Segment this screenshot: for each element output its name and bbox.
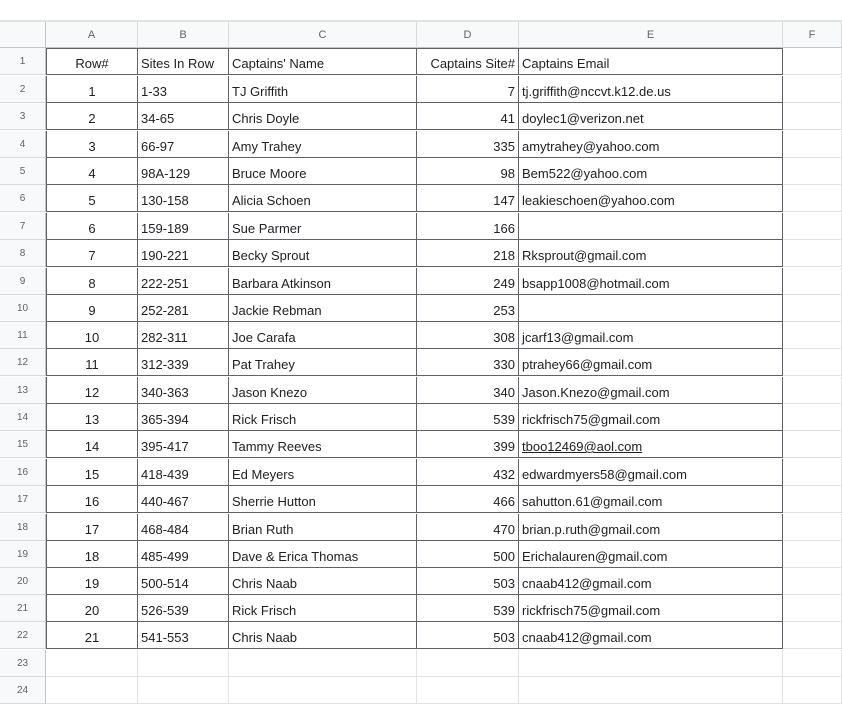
- cell-c15[interactable]: [229, 431, 417, 458]
- cell-c1[interactable]: [229, 48, 417, 75]
- cell-f15[interactable]: [783, 431, 842, 458]
- cell-b8[interactable]: [138, 240, 229, 267]
- cell-b24[interactable]: [138, 677, 229, 704]
- cell-text: 13: [84, 412, 100, 427]
- cell-text: 10: [84, 330, 100, 345]
- row-header-24[interactable]: 24: [0, 677, 46, 704]
- cell-d24[interactable]: [417, 677, 519, 704]
- cell-d2[interactable]: [417, 76, 519, 103]
- cell-text: 395-417: [141, 439, 189, 454]
- cell-d23[interactable]: [417, 650, 519, 677]
- cell-d4[interactable]: [417, 131, 519, 158]
- cell-text: 335: [493, 139, 515, 154]
- cell-text: 14: [84, 439, 100, 454]
- cell-text: 418-439: [141, 467, 189, 482]
- cell-text: 7: [88, 248, 96, 263]
- cell-f19[interactable]: [783, 541, 842, 568]
- cell-f12[interactable]: [783, 349, 842, 376]
- cell-text: Jackie Rebman: [232, 303, 322, 318]
- cell-a17[interactable]: [46, 486, 138, 513]
- cell-b18[interactable]: [138, 514, 229, 541]
- row-header-6[interactable]: 6: [0, 185, 46, 212]
- cell-text: 470: [493, 522, 515, 537]
- cell-text: Erichalauren@gmail.com: [522, 549, 668, 564]
- row-header-18[interactable]: 18: [0, 514, 46, 541]
- cell-c9[interactable]: [229, 268, 417, 295]
- cell-text: rickfrisch75@gmail.com: [522, 603, 661, 618]
- cell-c16[interactable]: [229, 459, 417, 486]
- cell-b13[interactable]: [138, 377, 229, 404]
- cell-d3[interactable]: [417, 103, 519, 130]
- row-header-9[interactable]: 9: [0, 268, 46, 295]
- cell-e15[interactable]: [519, 431, 783, 458]
- cell-text: Sites In Row: [141, 56, 214, 71]
- cell-text: 1: [88, 84, 96, 99]
- cell-f7[interactable]: [783, 213, 842, 240]
- cell-text: amytrahey@yahoo.com: [522, 139, 660, 154]
- row-header-7[interactable]: 7: [0, 213, 46, 240]
- cell-a8[interactable]: [46, 240, 138, 267]
- cell-b11[interactable]: [138, 322, 229, 349]
- cell-text: Tammy Reeves: [232, 439, 322, 454]
- cell-b17[interactable]: [138, 486, 229, 513]
- cell-text: TJ Griffith: [232, 84, 289, 99]
- cell-text: 6: [88, 221, 96, 236]
- cell-d7[interactable]: [417, 213, 519, 240]
- cell-a18[interactable]: [46, 514, 138, 541]
- cell-a24[interactable]: [46, 677, 138, 704]
- cell-text: 340-363: [141, 385, 189, 400]
- cell-d9[interactable]: [417, 268, 519, 295]
- cell-text: ptrahey66@gmail.com: [522, 357, 653, 372]
- cell-text: 312-339: [141, 357, 189, 372]
- cell-a9[interactable]: [46, 268, 138, 295]
- cell-b21[interactable]: [138, 595, 229, 622]
- cell-b12[interactable]: [138, 349, 229, 376]
- cell-text: Amy Trahey: [232, 139, 302, 154]
- cell-text: 21: [84, 630, 100, 645]
- cell-text: 432: [493, 467, 515, 482]
- cell-f24[interactable]: [783, 677, 842, 704]
- cell-text: Alicia Schoen: [232, 193, 311, 208]
- cell-d21[interactable]: [417, 595, 519, 622]
- column-header-c[interactable]: C: [229, 22, 417, 48]
- cell-f3[interactable]: [783, 103, 842, 130]
- cell-text: 503: [493, 630, 515, 645]
- row-header-1[interactable]: 1: [0, 48, 46, 75]
- cell-a3[interactable]: [46, 103, 138, 130]
- cell-c11[interactable]: [229, 322, 417, 349]
- cell-text: sahutton.61@gmail.com: [522, 494, 663, 509]
- cell-c13[interactable]: [229, 377, 417, 404]
- cell-a22[interactable]: [46, 622, 138, 649]
- cell-f16[interactable]: [783, 459, 842, 486]
- cell-text: 66-97: [141, 139, 175, 154]
- column-header-b[interactable]: B: [138, 22, 229, 48]
- cell-text: 282-311: [141, 330, 188, 345]
- cell-d5[interactable]: [417, 158, 519, 185]
- cell-d13[interactable]: [417, 377, 519, 404]
- cell-a11[interactable]: [46, 322, 138, 349]
- cell-e2[interactable]: [519, 76, 783, 103]
- row-header-11[interactable]: 11: [0, 322, 46, 349]
- cell-e19[interactable]: [519, 541, 783, 568]
- cell-a15[interactable]: [46, 431, 138, 458]
- cell-c17[interactable]: [229, 486, 417, 513]
- cell-text: 526-539: [141, 603, 189, 618]
- cell-b7[interactable]: [138, 213, 229, 240]
- cell-text: 440-467: [141, 494, 189, 509]
- cell-text: Ed Meyers: [232, 467, 295, 482]
- cell-text: 17: [84, 522, 100, 537]
- cell-text: 5: [88, 193, 96, 208]
- cell-text: Jason Knezo: [232, 385, 308, 400]
- cell-d17[interactable]: [417, 486, 519, 513]
- cell-text: 8: [88, 276, 96, 291]
- cell-b9[interactable]: [138, 268, 229, 295]
- cell-a1[interactable]: [46, 48, 138, 75]
- cell-text: 19: [84, 576, 100, 591]
- cell-e23[interactable]: [519, 650, 783, 677]
- cell-text: 1-33: [141, 84, 168, 99]
- cell-text: doylec1@verizon.net: [522, 111, 644, 126]
- cell-a21[interactable]: [46, 595, 138, 622]
- cell-e21[interactable]: [519, 595, 783, 622]
- cell-text: 330: [493, 357, 515, 372]
- cell-f10[interactable]: [783, 295, 842, 322]
- cell-text: 485-499: [141, 549, 189, 564]
- cell-text: 166: [493, 221, 515, 236]
- cell-text: Chris Naab: [232, 630, 298, 645]
- cell-f20[interactable]: [783, 568, 842, 595]
- cell-text: 500-514: [141, 576, 189, 591]
- row-header-12[interactable]: 12: [0, 349, 46, 376]
- cell-a14[interactable]: [46, 404, 138, 431]
- cell-d19[interactable]: [417, 541, 519, 568]
- cell-text: Joe Carafa: [232, 330, 296, 345]
- cell-text: 41: [500, 111, 515, 126]
- cell-b3[interactable]: [138, 103, 229, 130]
- cell-f23[interactable]: [783, 650, 842, 677]
- cell-text: jcarf13@gmail.com: [522, 330, 634, 345]
- cell-text: Bruce Moore: [232, 166, 307, 181]
- cell-text: 252-281: [141, 303, 189, 318]
- cell-e14[interactable]: [519, 404, 783, 431]
- cell-d14[interactable]: [417, 404, 519, 431]
- cell-a16[interactable]: [46, 459, 138, 486]
- cell-a4[interactable]: [46, 131, 138, 158]
- cell-text: 249: [493, 276, 515, 291]
- cell-text: 308: [493, 330, 515, 345]
- cell-d12[interactable]: [417, 349, 519, 376]
- cell-text: 147: [493, 193, 515, 208]
- cell-a7[interactable]: [46, 213, 138, 240]
- cell-text: Row#: [75, 56, 109, 71]
- cell-a12[interactable]: [46, 349, 138, 376]
- cell-d11[interactable]: [417, 322, 519, 349]
- row-header-20[interactable]: 20: [0, 568, 46, 595]
- cell-text: 503: [493, 576, 515, 591]
- cell-text: Chris Naab: [232, 576, 298, 591]
- cell-text: 399: [493, 439, 515, 454]
- cell-text: 190-221: [141, 248, 189, 263]
- cell-f14[interactable]: [783, 404, 842, 431]
- select-all-corner[interactable]: [0, 22, 46, 48]
- cell-b15[interactable]: [138, 431, 229, 458]
- cell-e12[interactable]: [519, 349, 783, 376]
- cell-text: 9: [88, 303, 96, 318]
- cell-text: 500: [493, 549, 515, 564]
- cell-e20[interactable]: [519, 568, 783, 595]
- cell-text: Dave & Erica Thomas: [232, 549, 359, 564]
- cell-a19[interactable]: [46, 541, 138, 568]
- cell-b10[interactable]: [138, 295, 229, 322]
- cell-b22[interactable]: [138, 622, 229, 649]
- cell-text: 15: [84, 467, 100, 482]
- cell-text: 466: [493, 494, 515, 509]
- cell-text: 130-158: [141, 193, 189, 208]
- cell-text: edwardmyers58@gmail.com: [522, 467, 687, 482]
- cell-e11[interactable]: [519, 322, 783, 349]
- cell-text: 539: [493, 412, 515, 427]
- cell-text: 253: [493, 303, 515, 318]
- cell-f5[interactable]: [783, 158, 842, 185]
- cell-c19[interactable]: [229, 541, 417, 568]
- cell-b2[interactable]: [138, 76, 229, 103]
- row-header-15[interactable]: 15: [0, 431, 46, 458]
- cell-b20[interactable]: [138, 568, 229, 595]
- cell-f13[interactable]: [783, 377, 842, 404]
- cell-text: brian.p.ruth@gmail.com: [522, 522, 661, 537]
- cell-text: 98: [500, 166, 515, 181]
- cell-text: 7: [507, 84, 515, 99]
- cell-text: 340: [493, 385, 515, 400]
- cell-d16[interactable]: [417, 459, 519, 486]
- cell-f11[interactable]: [783, 322, 842, 349]
- cell-text: 159-189: [141, 221, 189, 236]
- cell-c4[interactable]: [229, 131, 417, 158]
- cell-text: Sue Parmer: [232, 221, 302, 236]
- cell-f9[interactable]: [783, 268, 842, 295]
- cell-e6[interactable]: [519, 185, 783, 212]
- row-header-19[interactable]: 19: [0, 541, 46, 568]
- cell-text: Chris Doyle: [232, 111, 300, 126]
- cell-text: 3: [88, 139, 96, 154]
- cell-e4[interactable]: [519, 131, 783, 158]
- cell-b4[interactable]: [138, 131, 229, 158]
- cell-d18[interactable]: [417, 514, 519, 541]
- column-header-f[interactable]: F: [783, 22, 842, 48]
- cell-c6[interactable]: [229, 185, 417, 212]
- cell-text: cnaab412@gmail.com: [522, 630, 652, 645]
- cell-text: 16: [84, 494, 100, 509]
- cell-e1[interactable]: [519, 48, 783, 75]
- toolbar-area: [0, 0, 842, 20]
- row-header-3[interactable]: 3: [0, 103, 46, 130]
- cell-text: 20: [84, 603, 100, 618]
- cell-f6[interactable]: [783, 185, 842, 212]
- column-header-e[interactable]: E: [519, 22, 783, 48]
- cell-e5[interactable]: [519, 158, 783, 185]
- cell-text: Rick Frisch: [232, 603, 297, 618]
- cell-text: 2: [88, 111, 96, 126]
- cell-text: Captains Site#: [430, 56, 515, 71]
- row-header-14[interactable]: 14: [0, 404, 46, 431]
- cell-d10[interactable]: [417, 295, 519, 322]
- cell-e3[interactable]: [519, 103, 783, 130]
- cell-text: 18: [84, 549, 100, 564]
- cell-e16[interactable]: [519, 459, 783, 486]
- cell-text: Pat Trahey: [232, 357, 295, 372]
- row-header-16[interactable]: 16: [0, 459, 46, 486]
- cell-e24[interactable]: [519, 677, 783, 704]
- cell-text: 541-553: [141, 630, 189, 645]
- cell-text: 218: [493, 248, 515, 263]
- cell-text: Barbara Atkinson: [232, 276, 332, 291]
- cell-f4[interactable]: [783, 131, 842, 158]
- cell-text: Becky Sprout: [232, 248, 310, 263]
- cell-e10[interactable]: [519, 295, 783, 322]
- cell-f17[interactable]: [783, 486, 842, 513]
- cell-text: leakieschoen@yahoo.com: [522, 193, 675, 208]
- row-header-2[interactable]: 2: [0, 76, 46, 103]
- cell-f18[interactable]: [783, 514, 842, 541]
- cell-f22[interactable]: [783, 622, 842, 649]
- cell-text: Brian Ruth: [232, 522, 294, 537]
- cell-f1[interactable]: [783, 48, 842, 75]
- cell-c23[interactable]: [229, 650, 417, 677]
- cell-b14[interactable]: [138, 404, 229, 431]
- cell-text: Sherrie Hutton: [232, 494, 316, 509]
- cell-text: 34-65: [141, 111, 175, 126]
- cell-d15[interactable]: [417, 431, 519, 458]
- cell-d1[interactable]: [417, 48, 519, 75]
- cell-c24[interactable]: [229, 677, 417, 704]
- cell-a5[interactable]: [46, 158, 138, 185]
- cell-text: Jason.Knezo@gmail.com: [522, 385, 670, 400]
- row-header-5[interactable]: 5: [0, 158, 46, 185]
- cell-text: tj.griffith@nccvt.k12.de.us: [522, 84, 671, 99]
- cell-c5[interactable]: [229, 158, 417, 185]
- cell-e18[interactable]: [519, 514, 783, 541]
- cell-e17[interactable]: [519, 486, 783, 513]
- cell-text: 468-484: [141, 522, 189, 537]
- cell-d6[interactable]: [417, 185, 519, 212]
- cell-text: 11: [85, 357, 99, 372]
- cell-c14[interactable]: [229, 404, 417, 431]
- row-header-22[interactable]: 22: [0, 622, 46, 649]
- cell-text: Captains Email: [522, 56, 610, 71]
- column-header-a[interactable]: A: [46, 22, 138, 48]
- cell-text: Rksprout@gmail.com: [522, 248, 647, 263]
- cell-f8[interactable]: [783, 240, 842, 267]
- cell-b1[interactable]: [138, 48, 229, 75]
- cell-text: Captains' Name: [232, 56, 325, 71]
- cell-text: Bem522@yahoo.com: [522, 166, 648, 181]
- column-header-d[interactable]: D: [417, 22, 519, 48]
- cell-e8[interactable]: [519, 240, 783, 267]
- cell-a6[interactable]: [46, 185, 138, 212]
- cell-a2[interactable]: [46, 76, 138, 103]
- cell-e13[interactable]: [519, 377, 783, 404]
- cell-c12[interactable]: [229, 349, 417, 376]
- cell-text: 365-394: [141, 412, 189, 427]
- cell-a23[interactable]: [46, 650, 138, 677]
- row-header-23[interactable]: 23: [0, 650, 46, 677]
- cell-b5[interactable]: [138, 158, 229, 185]
- cell-text: 98A-129: [141, 166, 191, 181]
- cell-text: Rick Frisch: [232, 412, 297, 427]
- cell-c20[interactable]: [229, 568, 417, 595]
- cell-c10[interactable]: [229, 295, 417, 322]
- cell-text: 222-251: [141, 276, 189, 291]
- cell-e9[interactable]: [519, 268, 783, 295]
- row-header-17[interactable]: 17: [0, 486, 46, 513]
- cell-d8[interactable]: [417, 240, 519, 267]
- cell-text: tboo12469@aol.com: [522, 439, 643, 454]
- cell-text: 4: [88, 166, 96, 181]
- cell-text: cnaab412@gmail.com: [522, 576, 652, 591]
- row-header-4[interactable]: 4: [0, 131, 46, 158]
- cell-text: bsapp1008@hotmail.com: [522, 276, 670, 291]
- row-header-13[interactable]: 13: [0, 377, 46, 404]
- cell-c3[interactable]: [229, 103, 417, 130]
- row-header-8[interactable]: 8: [0, 240, 46, 267]
- cell-b16[interactable]: [138, 459, 229, 486]
- cell-a10[interactable]: [46, 295, 138, 322]
- row-header-21[interactable]: 21: [0, 595, 46, 622]
- cell-c8[interactable]: [229, 240, 417, 267]
- cell-e22[interactable]: [519, 622, 783, 649]
- cell-c22[interactable]: [229, 622, 417, 649]
- cell-text: 539: [493, 603, 515, 618]
- cell-d22[interactable]: [417, 622, 519, 649]
- cell-text: 12: [84, 385, 100, 400]
- cell-f21[interactable]: [783, 595, 842, 622]
- cell-c21[interactable]: [229, 595, 417, 622]
- cell-c7[interactable]: [229, 213, 417, 240]
- cell-b23[interactable]: [138, 650, 229, 677]
- cell-text: rickfrisch75@gmail.com: [522, 412, 661, 427]
- row-header-10[interactable]: 10: [0, 295, 46, 322]
- cell-f2[interactable]: [783, 76, 842, 103]
- cell-c2[interactable]: [229, 76, 417, 103]
- cell-b6[interactable]: [138, 185, 229, 212]
- cell-b19[interactable]: [138, 541, 229, 568]
- cell-d20[interactable]: [417, 568, 519, 595]
- cell-e7[interactable]: [519, 213, 783, 240]
- cell-c18[interactable]: [229, 514, 417, 541]
- cell-a13[interactable]: [46, 377, 138, 404]
- cell-a20[interactable]: [46, 568, 138, 595]
